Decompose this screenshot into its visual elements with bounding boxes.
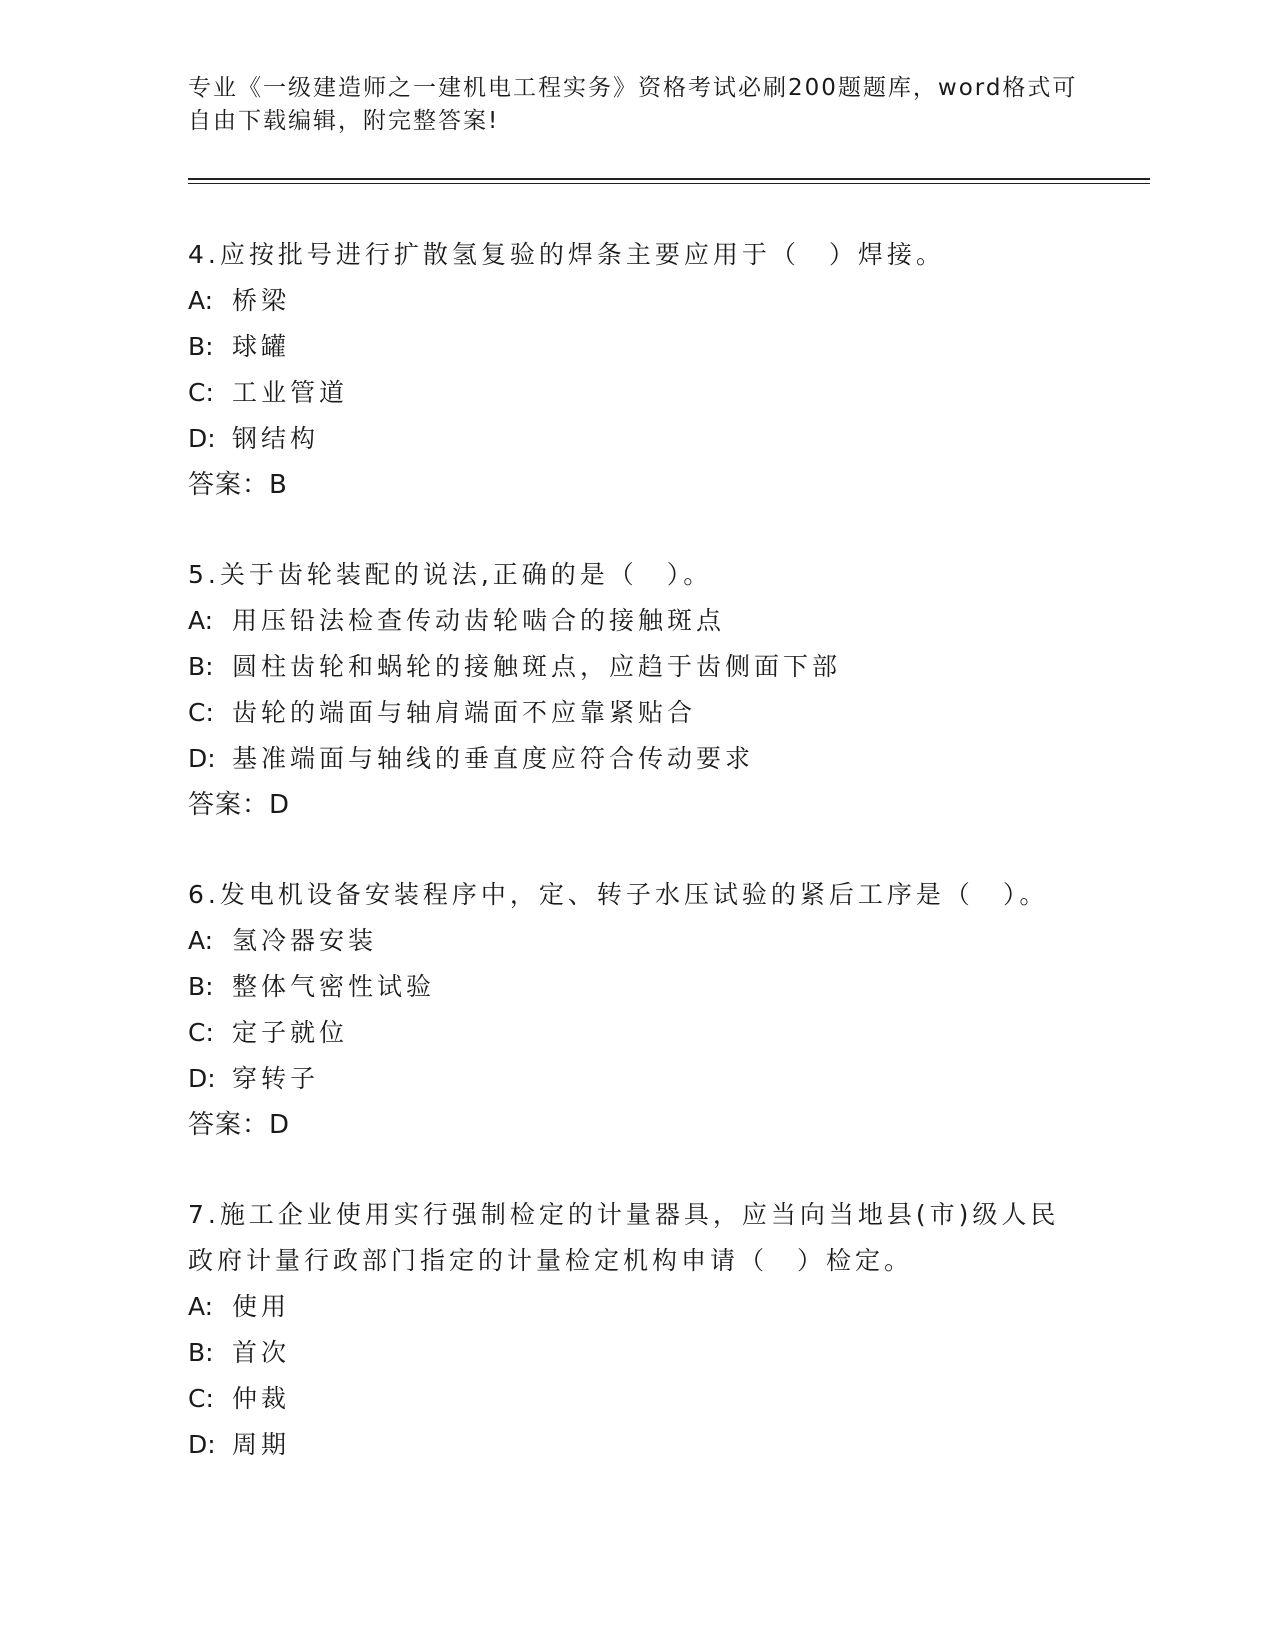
option-text: 钢结构 [232, 424, 320, 453]
question-stem: 5.关于齿轮装配的说法,正确的是（ ）。 [188, 560, 713, 589]
document-header [188, 72, 1088, 138]
option-c [188, 690, 1088, 736]
option-d [188, 416, 1088, 462]
option-letter: B: [188, 332, 214, 361]
option-c [188, 370, 1088, 416]
option-text: 周期 [232, 1430, 291, 1459]
option-text: 穿转子 [232, 1064, 320, 1093]
question-stem-line-1: 7.施工企业使用实行强制检定的计量器具，应当向当地县(市)级人民 [188, 1200, 1060, 1229]
question-6 [188, 872, 1088, 1148]
option-a [188, 598, 1088, 644]
option-text: 齿轮的端面与轴肩端面不应靠紧贴合 [232, 698, 697, 727]
option-letter: B: [188, 972, 214, 1001]
option-text: 工业管道 [232, 378, 349, 407]
option-letter: A: [188, 1292, 214, 1321]
header-line-2: 自由下载编辑，附完整答案! [188, 108, 500, 134]
option-text: 定子就位 [232, 1018, 349, 1047]
header-divider-thick [188, 178, 1150, 180]
header-divider-thin [188, 183, 1150, 184]
option-b [188, 964, 1088, 1010]
option-letter: A: [188, 286, 214, 315]
option-text: 球罐 [232, 332, 291, 361]
header-line-1: 专业《一级建造师之一建机电工程实务》资格考试必刷200题题库，word格式可 [188, 75, 1078, 101]
option-c [188, 1010, 1088, 1056]
option-letter: A: [188, 926, 214, 955]
answer: 答案：D [188, 790, 291, 820]
option-letter: D: [188, 1430, 216, 1459]
question-5 [188, 552, 1088, 828]
question-7 [188, 1192, 1088, 1468]
option-b [188, 324, 1088, 370]
option-letter: C: [188, 698, 214, 727]
option-text: 圆柱齿轮和蜗轮的接触斑点，应趋于齿侧面下部 [232, 652, 842, 681]
option-letter: D: [188, 424, 216, 453]
question-stem: 6.发电机设备安装程序中，定、转子水压试验的紧后工序是（ ）。 [188, 880, 1049, 909]
option-letter: D: [188, 1064, 216, 1093]
option-letter: C: [188, 1384, 214, 1413]
option-text: 基准端面与轴线的垂直度应符合传动要求 [232, 744, 755, 773]
option-d [188, 736, 1088, 782]
question-stem: 4.应按批号进行扩散氢复验的焊条主要应用于（ ）焊接。 [188, 240, 945, 269]
option-text: 桥梁 [232, 286, 291, 315]
option-a [188, 918, 1088, 964]
option-b [188, 1330, 1088, 1376]
option-text: 使用 [232, 1292, 291, 1321]
option-letter: B: [188, 652, 214, 681]
option-letter: C: [188, 1018, 214, 1047]
option-text: 仲裁 [232, 1384, 291, 1413]
option-a [188, 278, 1088, 324]
option-letter: D: [188, 744, 216, 773]
option-a [188, 1284, 1088, 1330]
option-text: 氢冷器安装 [232, 926, 378, 955]
option-letter: B: [188, 1338, 214, 1367]
option-text: 首次 [232, 1338, 291, 1367]
option-text: 整体气密性试验 [232, 972, 436, 1001]
option-letter: A: [188, 606, 214, 635]
option-d [188, 1056, 1088, 1102]
answer: 答案：D [188, 1110, 291, 1140]
answer: 答案：B [188, 470, 288, 500]
question-stem-line-2: 政府计量行政部门指定的计量检定机构申请（ ）检定。 [188, 1246, 914, 1275]
option-text: 用压铅法检查传动齿轮啮合的接触斑点 [232, 606, 726, 635]
option-c [188, 1376, 1088, 1422]
option-b [188, 644, 1088, 690]
option-letter: C: [188, 378, 214, 407]
question-4 [188, 232, 1088, 508]
option-d [188, 1422, 1088, 1468]
